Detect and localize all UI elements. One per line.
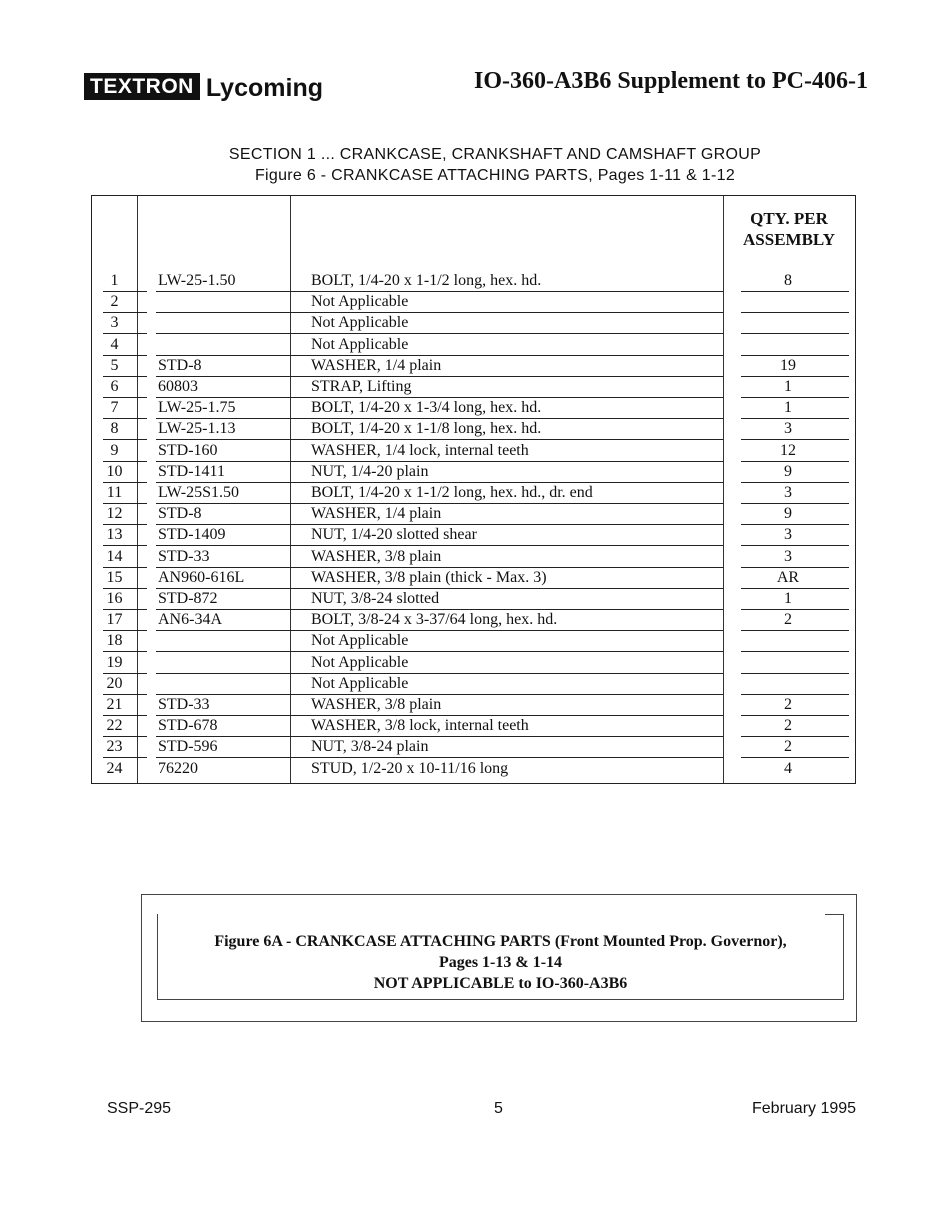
- logo-name: Lycoming: [205, 73, 323, 102]
- item-number: 10: [106, 462, 123, 480]
- part-description: WASHER, 1/4 lock, internal teeth: [311, 441, 529, 459]
- part-number: STD-33: [158, 696, 210, 713]
- part-number: 76220: [158, 759, 198, 777]
- note-line-1: Figure 6A - CRANKCASE ATTACHING PARTS (Front Mounted Prop. Governor),: [214, 933, 787, 950]
- qty-header-line2: ASSEMBLY: [743, 230, 835, 249]
- part-description: WASHER, 1/4 plain: [311, 505, 442, 523]
- quantity: 3: [784, 526, 792, 544]
- note-line-2: Pages 1-13 & 1-14: [438, 954, 563, 971]
- quantity: 2: [784, 696, 792, 713]
- table-row: [91, 313, 856, 334]
- table-row: [91, 547, 856, 568]
- part-number: STD-160: [158, 441, 218, 459]
- table-row: [91, 631, 856, 652]
- part-number: STD-8: [158, 505, 202, 523]
- table-row: [91, 377, 856, 398]
- footer-date: February 1995: [752, 1100, 857, 1117]
- part-description: WASHER, 3/8 plain (thick - Max. 3): [311, 568, 547, 586]
- part-description: STUD, 1/2-20 x 10-11/16 long: [311, 759, 509, 777]
- part-description: BOLT, 1/4-20 x 1-1/2 long, hex. hd.: [311, 272, 542, 289]
- part-description: NUT, 3/8-24 plain: [311, 738, 429, 756]
- part-description: NUT, 3/8-24 slotted: [311, 590, 440, 607]
- item-number: 23: [106, 738, 123, 756]
- table-row: [91, 525, 856, 546]
- figure-6a-note: [157, 931, 844, 994]
- item-number: 8: [110, 420, 119, 438]
- quantity: 2: [784, 717, 792, 735]
- quantity: AR: [776, 568, 800, 586]
- quantity: 9: [784, 505, 792, 523]
- part-number: AN6-34A: [158, 611, 222, 629]
- table-row: [91, 568, 856, 589]
- part-description: BOLT, 1/4-20 x 1-1/2 long, hex. hd., dr. end: [311, 484, 593, 501]
- figure-title: Figure 6 - CRANKCASE ATTACHING PARTS, Pages 1-11 & 1-12: [254, 167, 736, 184]
- table-row: [91, 737, 856, 758]
- table-row: [91, 504, 856, 525]
- part-description: Not Applicable: [311, 335, 409, 353]
- part-number: STD-596: [158, 738, 218, 756]
- quantity: 3: [784, 420, 792, 438]
- table-row: [91, 292, 856, 313]
- part-number: LW-25-1.13: [158, 420, 236, 438]
- part-number: LW-25S1.50: [158, 484, 240, 501]
- part-description: BOLT, 1/4-20 x 1-1/8 long, hex. hd.: [311, 420, 542, 438]
- item-number: 2: [110, 293, 119, 311]
- item-number: 7: [110, 399, 119, 417]
- item-number: 13: [106, 526, 123, 544]
- quantity: 9: [784, 462, 792, 480]
- table-row: [91, 610, 856, 631]
- item-number: 15: [106, 568, 123, 586]
- item-number: 24: [106, 759, 123, 777]
- table-row: [91, 759, 856, 780]
- part-number: LW-25-1.75: [158, 399, 236, 417]
- part-description: BOLT, 3/8-24 x 3-37/64 long, hex. hd.: [311, 611, 558, 629]
- item-number: 1: [110, 272, 119, 289]
- item-number: 17: [106, 611, 123, 629]
- textron-lycoming-logo: [84, 72, 323, 100]
- item-number: 18: [106, 632, 123, 650]
- item-number: 6: [110, 378, 119, 395]
- item-number: 16: [106, 590, 123, 607]
- part-number: STD-872: [158, 590, 218, 607]
- footer-page-number: 5: [494, 1100, 503, 1117]
- part-number: STD-1411: [158, 462, 225, 480]
- qty-header-line1: QTY. PER: [750, 209, 828, 228]
- section-title: SECTION 1 ... CRANKCASE, CRANKSHAFT AND CAMSHAFT GROUP: [228, 146, 762, 163]
- table-row: [91, 398, 856, 419]
- part-number: STD-8: [158, 356, 202, 374]
- quantity: 12: [780, 441, 796, 459]
- item-number: 22: [106, 717, 123, 735]
- part-description: WASHER, 3/8 lock, internal teeth: [311, 717, 529, 735]
- part-description: Not Applicable: [311, 653, 409, 671]
- part-number: STD-1409: [158, 526, 226, 544]
- table-row: [91, 589, 856, 610]
- part-number: 60803: [158, 378, 198, 395]
- item-number: 4: [110, 335, 119, 353]
- table-row: [91, 441, 856, 462]
- item-number: 5: [110, 356, 119, 374]
- item-number: 3: [110, 314, 119, 332]
- quantity: 1: [784, 378, 792, 395]
- item-number: 14: [106, 547, 123, 565]
- item-number: 21: [106, 696, 123, 713]
- part-description: NUT, 1/4-20 plain: [311, 462, 429, 480]
- part-description: Not Applicable: [311, 674, 409, 692]
- table-row: [91, 419, 856, 440]
- part-description: BOLT, 1/4-20 x 1-3/4 long, hex. hd.: [311, 399, 542, 417]
- table-row: [91, 695, 856, 716]
- part-description: NUT, 1/4-20 slotted shear: [311, 526, 477, 544]
- part-description: WASHER, 3/8 plain: [311, 696, 442, 713]
- quantity: 2: [784, 611, 792, 629]
- part-number: STD-33: [158, 547, 210, 565]
- part-description: Not Applicable: [311, 293, 409, 311]
- part-description: STRAP, Lifting: [311, 378, 412, 395]
- item-number: 9: [110, 441, 119, 459]
- logo-brand: TEXTRON: [84, 73, 200, 100]
- item-number: 11: [106, 484, 123, 501]
- part-number: STD-678: [158, 717, 218, 735]
- part-number: LW-25-1.50: [158, 272, 236, 289]
- quantity: 2: [784, 738, 792, 756]
- note-line-3: NOT APPLICABLE to IO-360-A3B6: [373, 975, 628, 992]
- part-description: WASHER, 3/8 plain: [311, 547, 442, 565]
- table-row: [91, 356, 856, 377]
- quantity: 3: [784, 547, 792, 565]
- table-row: [91, 462, 856, 483]
- quantity: 8: [784, 272, 792, 289]
- quantity: 1: [784, 590, 792, 607]
- qty-per-assembly-header: [724, 208, 854, 250]
- quantity: 4: [784, 759, 792, 777]
- table-row: [91, 716, 856, 737]
- table-row: [91, 271, 856, 292]
- item-number: 19: [106, 653, 123, 671]
- item-number: 12: [106, 505, 123, 523]
- table-row: [91, 653, 856, 674]
- quantity: 19: [780, 356, 796, 374]
- table-row: [91, 335, 856, 356]
- part-number: AN960-616L: [158, 568, 245, 586]
- table-row: [91, 483, 856, 504]
- item-number: 20: [106, 674, 123, 692]
- table-row: [91, 674, 856, 695]
- part-description: Not Applicable: [311, 314, 409, 332]
- part-description: WASHER, 1/4 plain: [311, 356, 442, 374]
- footer-doc-code: SSP-295: [107, 1100, 172, 1117]
- quantity: 1: [784, 399, 792, 417]
- document-title: IO-360-A3B6 Supplement to PC-406-1: [474, 68, 868, 94]
- part-description: Not Applicable: [311, 632, 409, 650]
- quantity: 3: [784, 484, 792, 501]
